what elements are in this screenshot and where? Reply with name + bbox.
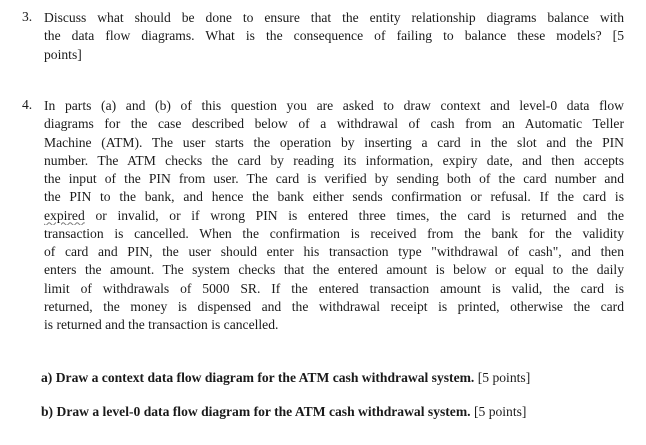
part-a <box>41 370 530 386</box>
question-4-line: of card and PIN, the user should enter his transaction type "withdrawal of cash", and then <box>44 244 624 259</box>
question-4-line: is returned and the transaction is cancelled. <box>44 317 279 332</box>
question-4-line: number. The ATM checks the card by reading its information, expiry date, and then accepts <box>44 152 624 168</box>
part-b-points: [5 points] <box>473 404 527 419</box>
question-3-number: 3. <box>22 9 33 24</box>
part-b-text: Draw a level-0 data flow diagram for the ATM cash withdrawal system. <box>56 404 471 419</box>
question-4-line: the input of the PIN from user. The card is verified by sending both of the card number and <box>44 171 624 186</box>
part-a-points: [5 points] <box>477 370 531 385</box>
part-a-text: Draw a context data flow diagram for the ATM cash withdrawal system. <box>55 370 475 385</box>
question-4-line: Machine (ATM). The user starts the operation by inserting a card in the slot and the PIN <box>44 134 624 150</box>
question-3-text <box>44 9 624 64</box>
question-4-line: enters the amount. The system checks that the entered amount is below or equal to the daily <box>44 262 624 278</box>
part-b-label: b) <box>41 404 54 419</box>
question-4-line: returned, the money is dispensed and the withdrawal receipt is printed, otherwise the card <box>44 298 624 314</box>
spellcheck-flagged-word: expired <box>44 207 85 223</box>
question-4-text <box>44 97 624 334</box>
question-3-line: the data flow diagrams. What is the consequence of failing to balance these models? [5 <box>44 28 624 44</box>
question-4-line: the PIN to the bank, and hence the bank either sends confirmation or refusal. If the card is <box>44 189 624 205</box>
question-3-line: Discuss what should be done to ensure that the entity relationship diagrams balance with <box>44 10 624 25</box>
question-4-line-rest: or invalid, or if wrong PIN is entered three times, the card is returned and the <box>95 207 624 223</box>
question-4-line: limit of withdrawals of 5000 SR. If the entered transaction amount is valid, the card is <box>44 280 624 296</box>
question-4-line <box>44 207 624 225</box>
question-4-line: diagrams for the case described below of a withdrawal of cash from an Automatic Teller <box>44 116 624 132</box>
part-a-label: a) <box>41 370 53 385</box>
part-b <box>41 404 526 420</box>
question-3-line: points] <box>44 46 82 62</box>
question-4-line: transaction is cancelled. When the confirmation is received from the bank for the validity <box>44 225 624 241</box>
question-4-number: 4. <box>22 97 33 112</box>
question-4-line: In parts (a) and (b) of this question you are asked to draw context and level-0 data flow <box>44 98 624 113</box>
